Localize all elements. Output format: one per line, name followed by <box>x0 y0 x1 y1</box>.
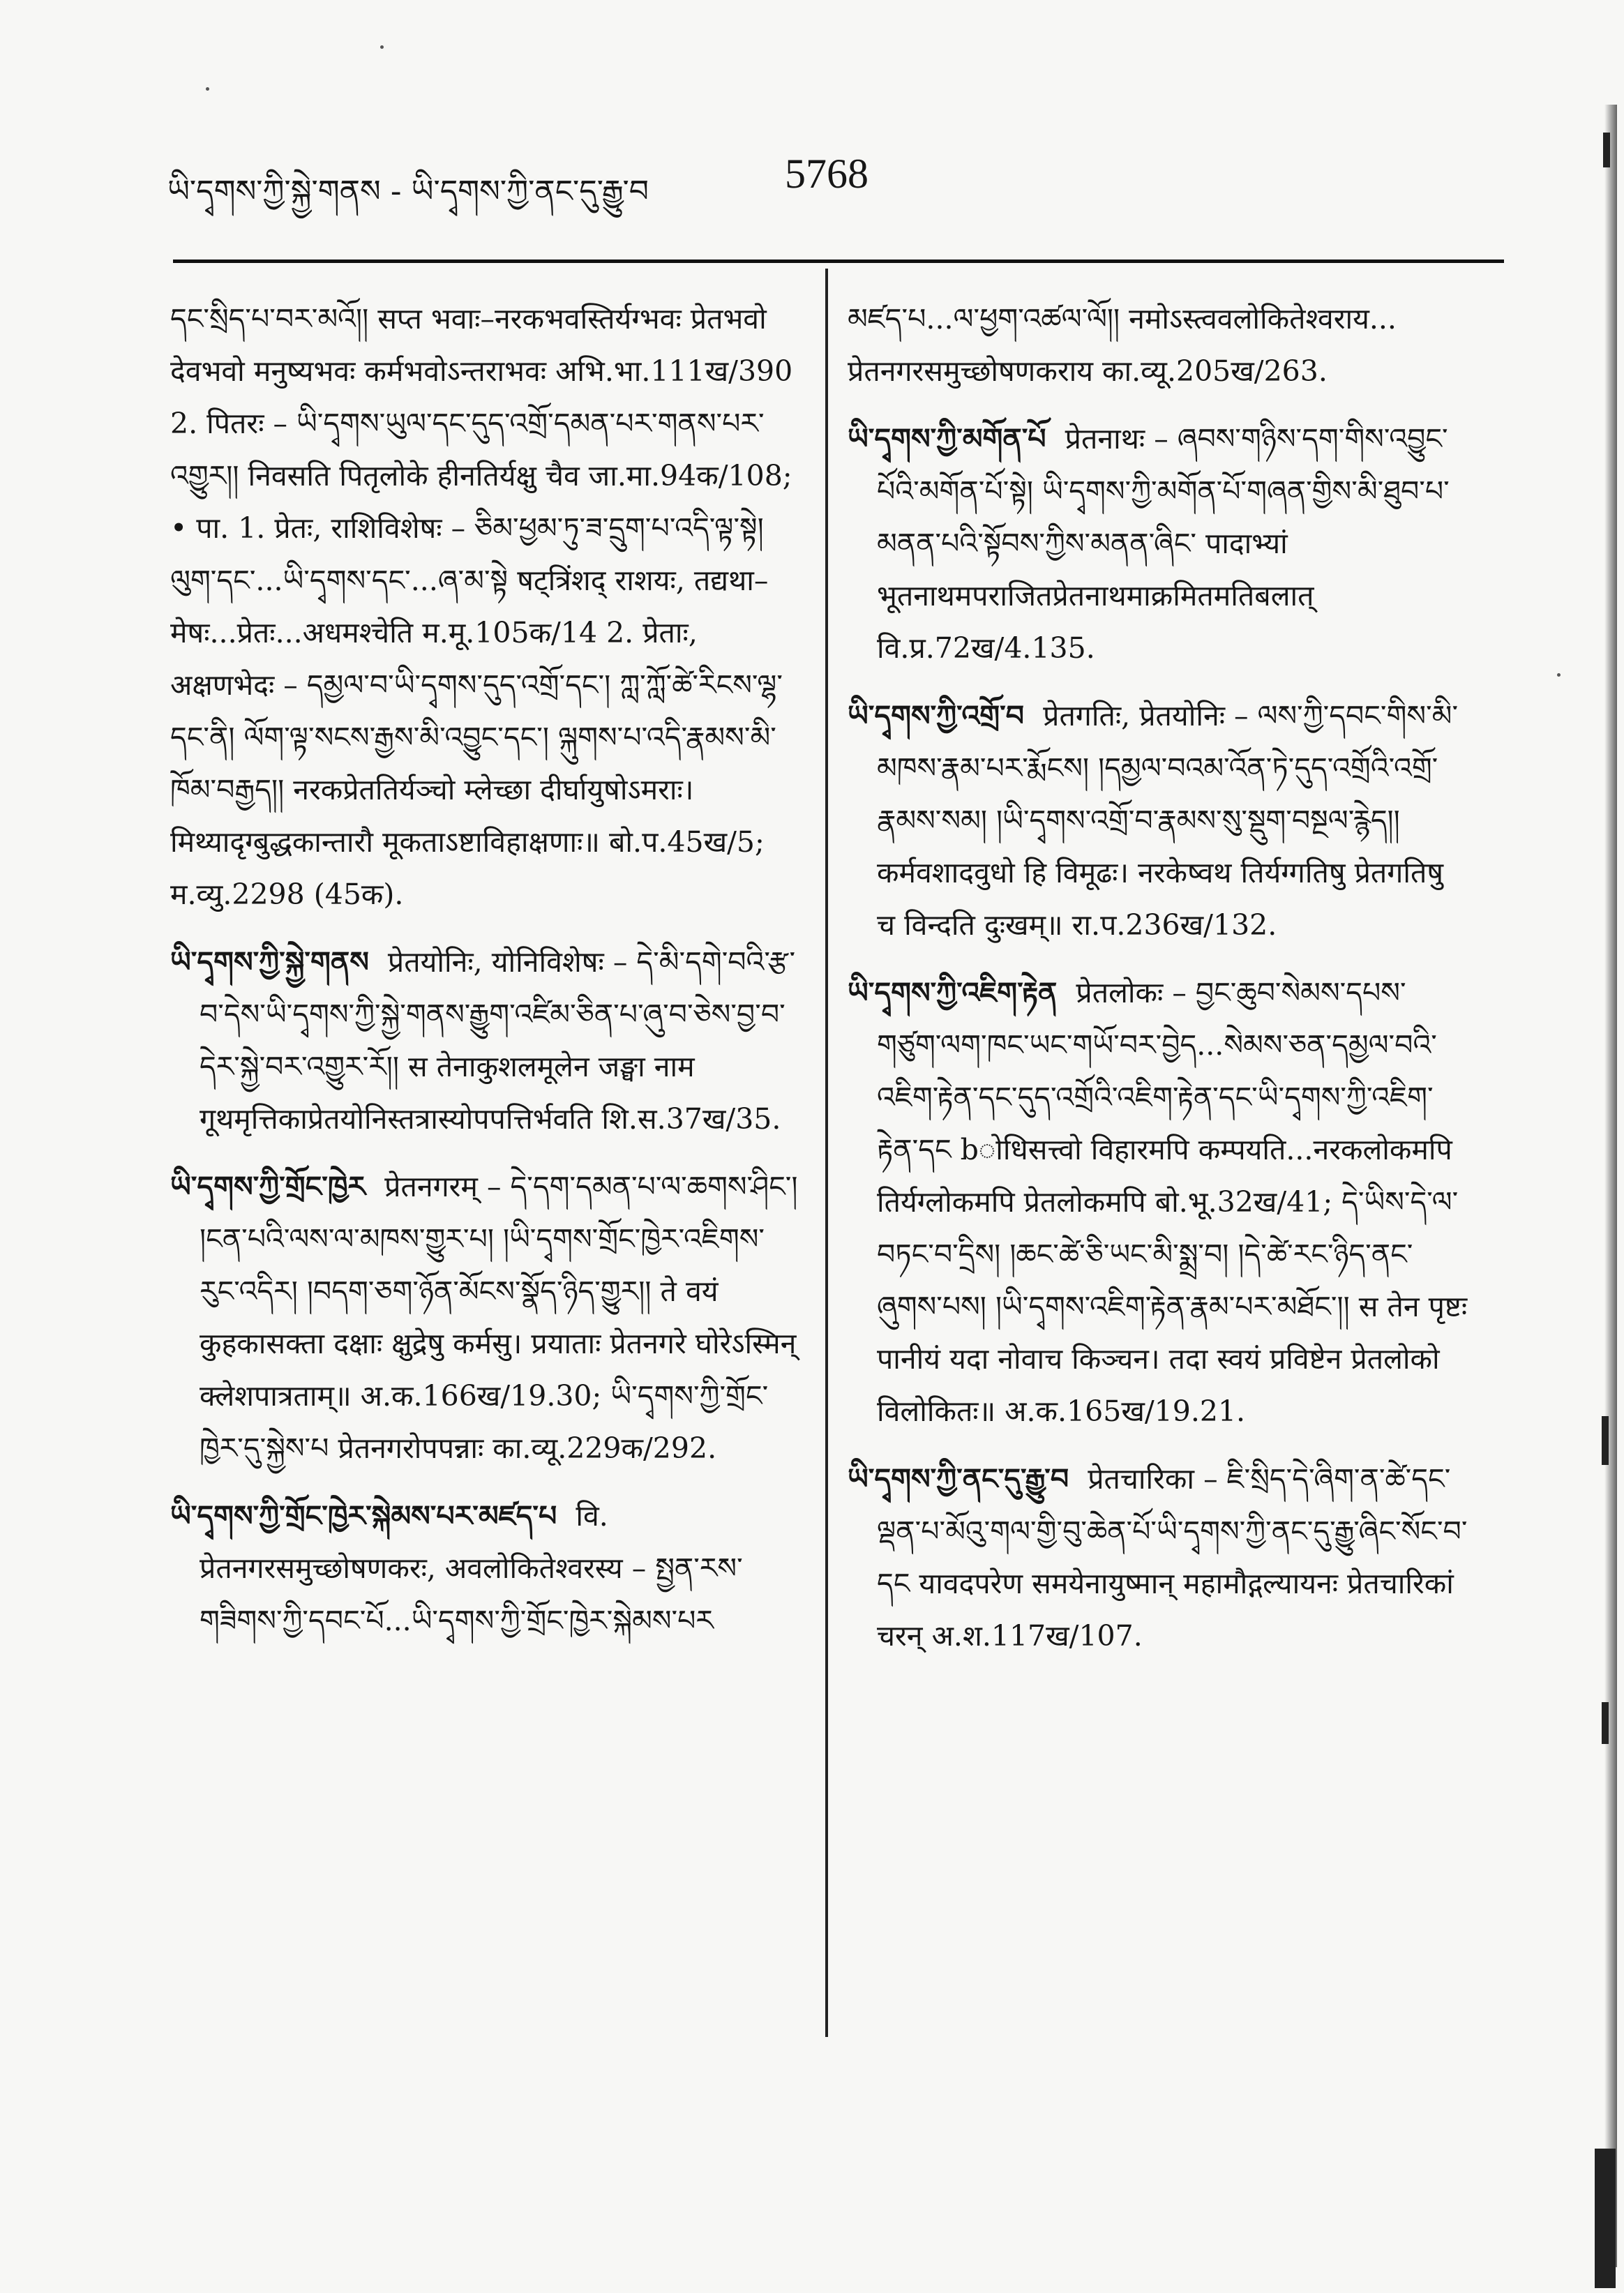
entry-text: प्रेतगतिः, प्रेतयोनिः – ལས་ཀྱི་དབང་གིས་མི་མཁས་རྣམ་པར་རྨོངས། །དམྱལ་བའམ་འོན་ཏེ་དུད་འགྲོའི་འགྲོ་རྣམས་སམ། །ཡི་དྭགས་འགྲོ་བ་རྣམས་སུ་སྡུག་བསྔལ་རྙེད།། कर्मवशादवुधो हि विमूढः। नरकेष्वथ तिर्यग्गतिषु प्रेतगतिषु च विन्दति दुःखम्॥ रा.प.236ख/132. <box>877 699 1459 942</box>
entry-headword: ཡི་དྭགས་ཀྱི་འཇིག་རྟེན <box>848 976 1058 1009</box>
entry-headword: ཡི་དྭགས་ཀྱི་གྲོང་ཁྱེར <box>170 1170 366 1203</box>
margin-mark <box>1602 1702 1609 1744</box>
margin-mark <box>1603 133 1610 167</box>
entry-headword: ཡི་དྭགས་ཀྱི་མགོན་པོ <box>848 422 1046 456</box>
entry-text: དང་སྲིད་པ་བར་མའོ།། सप्त भवाः–नरकभवस्तिर्यग्भवः प्रेतभवो देवभवो मनुष्यभवः कर्मभवोऽन्तराभवः अभि.भा.111ख/390 2. पितरः – ཡི་དྭགས་ཡུལ་དང་དུད་འགྲོ་དམན་པར་གནས་པར་འགྱུར།། निवसति पितृलोके हीनतिर्यक्षु चैव जा.मा.94क/108; • पा. 1. प्रेतः, राशिविशेषः – ཅིམ་ཕྱམ་ཏུ་ཟ་དྲུག་པ་འདི་ལྟ་སྟེ། ལུག་དང་...ཡི་དྭགས་དང་...ཞ་མ་སྟེ षट्त्रिंशद् राशयः, तद्यथा–मेषः...प्रेतः...अधमश्चेति म.मू.105क/14 2. प्रेताः, अक्षणभेदः – དམྱལ་བ་ཡི་དྭགས་དུད་འགྲོ་དང་། ཀླ་ཀློ་ཚེ་རིངས་ལྷ་དང་ནི། ལོག་ལྟ་སངས་རྒྱས་མི་འབྱུང་དང་། ལྐུགས་པ་འདི་རྣམས་མི་ཁོམ་བརྒྱད།། नरकप्रेततिर्यञ्चो म्लेच्छा दीर्घायुषोऽमराः। मिथ्यादृग्बुद्धकान्तारौ मूकताऽष्टाविहाक्षणाः॥ बो.प.45ख/5; म.व्यु.2298 (45क). <box>170 302 793 911</box>
scan-page-edge <box>1604 105 1617 2267</box>
scan-speck <box>1557 673 1561 677</box>
entry-text: प्रेतनाथः – ཞབས་གཉིས་དག་གིས་འབྱུང་པོའི་མགོན་པོ་སྟེ། ཡི་དྭགས་ཀྱི་མགོན་པོ་གཞན་གྱིས་མི་ཐུབ་པ་མནན་པའི་སྟོབས་ཀྱིས་མནན་ཞིང་ पादाभ्यां भूतनाथमपराजितप्रेतनाथमाक्रमितमतिबलात् वि.प्र.72ख/4.135. <box>877 422 1450 665</box>
dictionary-entry <box>848 690 1468 952</box>
dictionary-entry <box>848 1453 1468 1662</box>
header-rule <box>173 260 1504 263</box>
scan-speck <box>206 87 209 91</box>
entry-headword: ཡི་དྭགས་ཀྱི་གྲོང་ཁྱེར་སྐེམས་པར་མཛད་པ <box>170 1499 557 1533</box>
column-divider <box>825 269 828 2037</box>
entry-headword: ཡི་དྭགས་ཀྱི་ནང་དུ་རྒྱུ་བ <box>848 1462 1069 1496</box>
entry-headword: ཡི་དྭགས་ཀྱི་འགྲོ་བ <box>848 699 1025 732</box>
entry-text: प्रेतयोनिः, योनिविशेषः – དེ་མི་དགེ་བའི་རྩ་བ་དེས་ཡི་དྭགས་ཀྱི་སྐྱེ་གནས་རྒྱུག་འཛིམ་ཅིན་པ་ཞུ་བ་ཅེས་བྱ་བ་དེར་སྐྱེ་བར་འགྱུར་རོ།། स तेनाकुशलमूलेन जङ्घा नाम गूथमृत्तिकाप्रेतयोनिस्तत्रास्योपपत्तिर्भवति शि.स.37ख/35. <box>200 945 796 1136</box>
entry-text: प्रेतलोकः – བྱང་ཆུབ་སེམས་དཔས་གཙུག་ལག་ཁང་ཡང་གཡོ་བར་བྱེད...སེམས་ཅན་དམྱལ་བའི་འཇིག་རྟེན་དང་དུད་འགྲོའི་འཇིག་རྟེན་དང་ཡི་དྭགས་ཀྱི་འཇིག་རྟེན་དང bोधिसत्त्वो विहारमपि कम्पयति...नरकलोकमपि तिर्यग्लोकमपि प्रेतलोकमपि बो.भू.32ख/41; དེ་ཡིས་དེ་ལ་བཏང་བ་དྲིས། །ཆང་ཚེ་ཅི་ཡང་མི་སྨྲ་བ། །དེ་ཚེ་རང་ཉིད་ནང་ཞུགས་པས། །ཡི་དྭགས་འཇིག་རྟེན་རྣམ་པར་མཐོང་།། स तेन पृष्टः पानीयं यदा नोवाच किञ्चन। तदा स्वयं प्रविष्टेन प्रेतलोको विलोकितः॥ अ.क.165ख/19.21. <box>877 976 1468 1428</box>
entry-headword: ཡི་དྭགས་ཀྱི་སྐྱེ་གནས <box>170 945 369 979</box>
running-head: ཡི་དྭགས་ཀྱི་སྐྱེ་གནས - ཡི་དྭགས་ཀྱི་ནང་དུ་རྒྱུ་བ <box>167 174 649 209</box>
margin-mark <box>1602 1416 1609 1465</box>
dictionary-entry <box>170 936 798 1145</box>
right-column <box>848 293 1468 1678</box>
page-header <box>167 150 1423 213</box>
scan-speck <box>380 45 384 49</box>
dictionary-entry <box>170 1161 798 1475</box>
entry-text: प्रेतचारिका – ཇི་སྲིད་དེ་ཞིག་ན་ཚེ་དང་ལྡན་པ་མོའུ་གལ་གྱི་བུ་ཆེན་པོ་ཡི་དྭགས་ཀྱི་ནང་དུ་རྒྱུ་ཞིང་སོང་བ་དང यावदपरेण समयेनायुष्मान् महामौद्गल्यायनः प्रेतचारिकां चरन् अ.श.117ख/107. <box>877 1462 1468 1653</box>
entry-text: वि. प्रेतनगरसमुच्छोषणकरः, अवलोकितेश्वरस्य – སྤྱན་རས་གཟིགས་ཀྱི་དབང་པོ...ཡི་དྭགས་ཀྱི་གྲོང་ཁྱེར་སྐེམས་པར <box>200 1499 743 1637</box>
entry-continuation <box>848 293 1468 398</box>
dictionary-entry <box>170 1490 798 1647</box>
margin-mark <box>1595 2149 1616 2288</box>
page-number: 5768 <box>785 151 869 197</box>
entry-text: མཛད་པ...ལ་ཕྱག་འཚལ་ལོ།། नमोऽस्त्ववलोकितेश्वराय... प्रेतनगरसमुच्छोषणकराय का.व्यू.205ख/263. <box>848 302 1397 388</box>
entry-text: प्रेतनगरम् – དེ་དག་དམན་པ་ལ་ཆགས་ཤིང་། །ངན་པའི་ལས་ལ་མཁས་གྱུར་པ། །ཡི་དྭགས་གྲོང་ཁྱེར་འཇིགས་རུང་འདིར། །བདག་ཅག་ཉོན་མོངས་སྣོད་ཉིད་གྱུར།། ते वयं कुहकासक्ता दक्षाः क्षुद्रेषु कर्मसु। प्रयाताः प्रेतनगरे घोरेऽस्मिन् क्लेशपात्रताम्॥ अ.क.166ख/19.30; ཡི་དྭགས་ཀྱི་གྲོང་ཁྱེར་དུ་སྐྱེས་པ प्रेतनगरोपपन्नाः का.व्यू.229क/292. <box>200 1170 798 1465</box>
dictionary-entry <box>848 967 1468 1438</box>
dictionary-entry <box>848 413 1468 675</box>
entry-continuation <box>170 293 798 921</box>
left-column <box>170 293 798 1662</box>
